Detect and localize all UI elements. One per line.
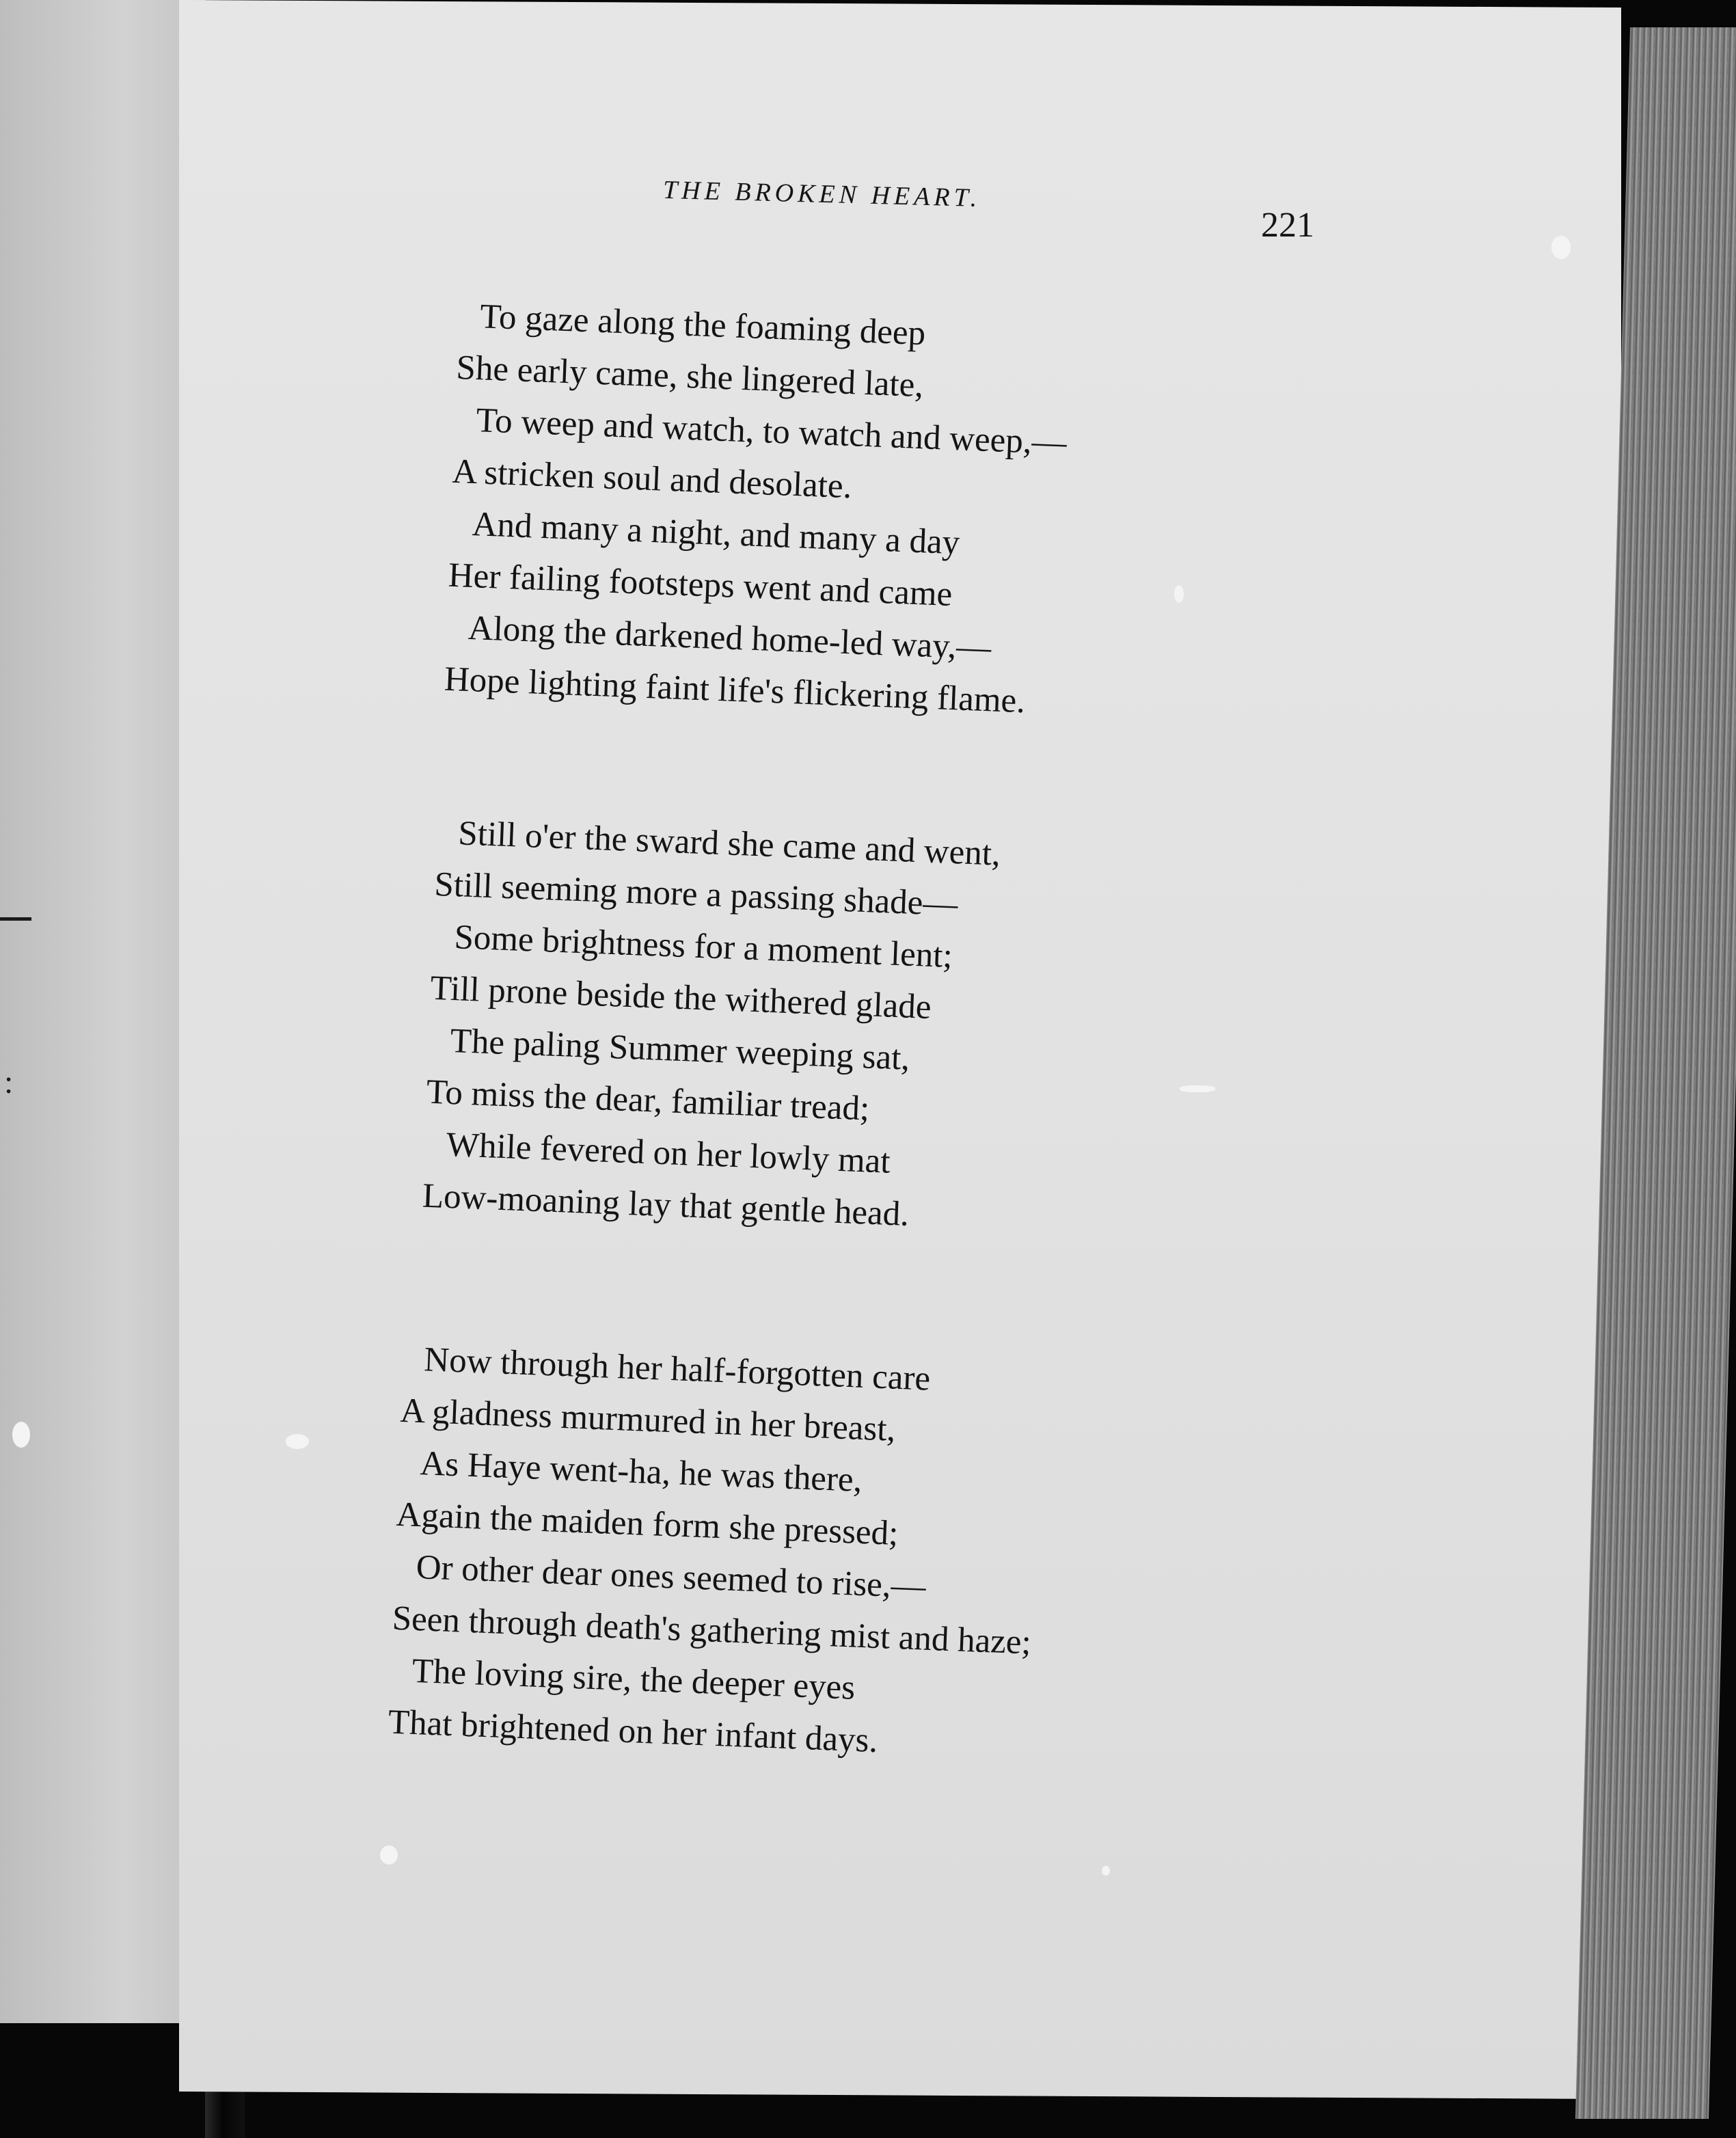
poem-line: Some brightness for a moment lent; <box>453 918 953 976</box>
dust-speck <box>1102 1866 1110 1876</box>
poem-line: Again the maiden form she pressed; <box>395 1495 899 1554</box>
poem-line: Her failing footsteps went and came <box>447 556 953 614</box>
poem-line: Along the darkened home-led way,— <box>467 608 992 668</box>
poem-line: Still seeming more a passing shade— <box>433 865 959 924</box>
poem-line: A gladness murmured in her breast, <box>399 1391 897 1449</box>
dust-speck <box>12 1422 30 1448</box>
stanza-1 <box>444 290 1072 729</box>
poem-line: Seen through death's gathering mist and haze; <box>391 1599 1032 1662</box>
poem-line: While fevered on her lowly mat <box>445 1125 891 1181</box>
dust-speck <box>286 1434 309 1449</box>
poem-line: Now through her half-forgotten care <box>423 1340 932 1398</box>
poem-line: That brightened on her infant days. <box>388 1703 879 1761</box>
poem-line: As Haye went-ha, he was there, <box>419 1444 863 1500</box>
poem-line: A stricken soul and desolate. <box>451 452 853 506</box>
page-number: 221 <box>1261 206 1314 245</box>
poem-line: The paling Summer weeping sat, <box>449 1021 911 1078</box>
left-page-colon-mark: : <box>4 1064 14 1100</box>
poem-line: She early came, she lingered late, <box>455 348 925 405</box>
poem-line: To miss the dear, familiar tread; <box>425 1072 871 1128</box>
dust-speck <box>1180 1085 1215 1092</box>
running-header: THE BROKEN HEART. <box>662 175 981 213</box>
poem-line: The loving sire, the deeper eyes <box>411 1651 856 1707</box>
poem-line: Till prone beside the withered glade <box>429 969 932 1027</box>
left-facing-page <box>0 0 205 2023</box>
poem-line: To weep and watch, to watch and weep,— <box>475 401 1068 463</box>
poem-line: Hope lighting faint life's flickering flame. <box>444 660 1027 721</box>
dust-speck <box>380 1845 398 1865</box>
poem-line: To gaze along the foaming deep <box>479 297 927 353</box>
poem-line: And many a night, and many a day <box>471 504 961 563</box>
dust-speck <box>1174 585 1184 603</box>
stanza-2 <box>422 807 1002 1243</box>
poem-line: Low-moaning lay that gentle head. <box>422 1176 910 1234</box>
dust-speck <box>1551 236 1571 259</box>
poem-line: Or other dear ones seemed to rise,— <box>415 1547 927 1606</box>
stanza-3 <box>388 1333 1042 1772</box>
left-page-dash-mark <box>0 917 31 921</box>
poem-line: Still o'er the sward she came and went, <box>457 814 1001 874</box>
